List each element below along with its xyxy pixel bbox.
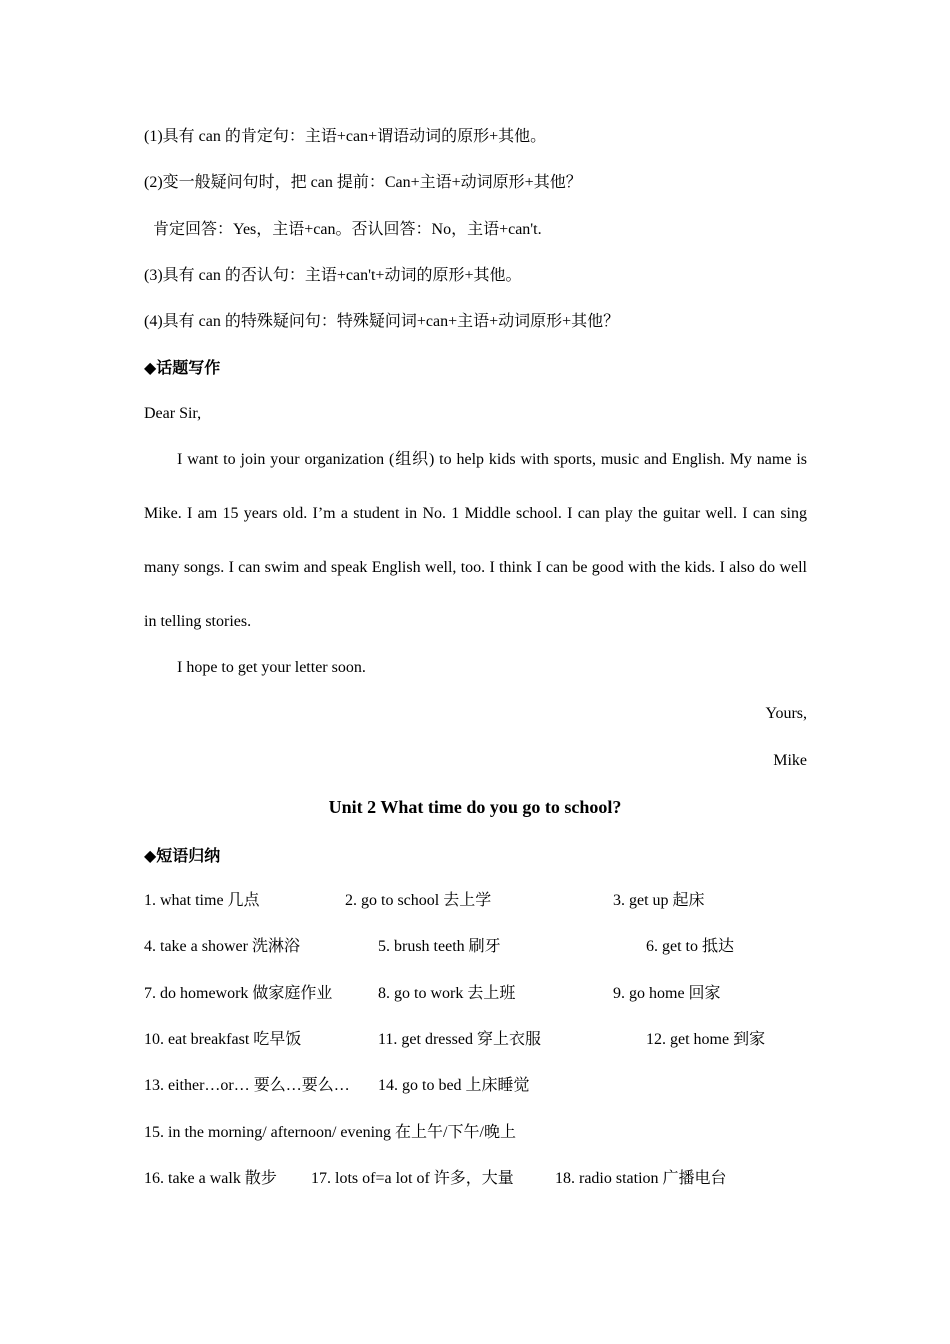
- phrase-item: 11. get dressed 穿上衣服: [378, 1031, 541, 1048]
- letter-sign-off: Yours,: [765, 705, 807, 722]
- phrase-item: 3. get up 起床: [613, 892, 705, 909]
- phrase-item: 7. do homework 做家庭作业: [144, 985, 333, 1002]
- unit-title: Unit 2 What time do you go to school?: [328, 797, 622, 817]
- phrase-item: 1. what time 几点: [144, 892, 260, 909]
- phrase-item: 12. get home 到家: [646, 1031, 766, 1048]
- phrases-heading: ◆短语归纳: [144, 848, 221, 865]
- phrase-item: 8. go to work 去上班: [378, 985, 516, 1002]
- grammar-line-1: (1)具有 can 的肯定句：主语+can+谓语动词的原形+其他。: [144, 128, 547, 145]
- letter-body: I want to join your organization (组织) to help kids with sports, music and English. My name is Mike. I am 15 years old. I’m a student in No. 1 Middle school. I can play the guitar well. I can sing many songs. I can swim and speak English well, too. I think I can be good with the kids. I also do well in telling stories.: [144, 451, 807, 630]
- phrase-item: 16. take a walk 散步: [144, 1170, 277, 1187]
- letter-salutation: Dear Sir,: [144, 405, 202, 422]
- phrase-item: 4. take a shower 洗淋浴: [144, 938, 300, 955]
- phrase-item: 2. go to school 去上学: [345, 892, 492, 909]
- grammar-line-5: (4)具有 can 的特殊疑问句：特殊疑问词+can+主语+动词原形+其他？: [144, 313, 620, 330]
- phrase-item: 13. either…or… 要么…要么…: [144, 1077, 350, 1094]
- phrase-item: 18. radio station 广播电台: [555, 1170, 727, 1187]
- phrase-item: 9. go home 回家: [613, 985, 721, 1002]
- phrase-item: 6. get to 抵达: [646, 938, 734, 955]
- phrase-item: 17. lots of=a lot of 许多，大量: [311, 1170, 514, 1187]
- phrase-item: 5. brush teeth 刷牙: [378, 938, 501, 955]
- letter-closing-line: I hope to get your letter soon.: [177, 659, 366, 676]
- grammar-line-3: 肯定回答：Yes，主语+can。否认回答：No，主语+can't.: [153, 221, 542, 238]
- phrase-item: 14. go to bed 上床睡觉: [378, 1077, 530, 1094]
- phrase-item: 15. in the morning/ afternoon/ evening 在上午/下午/晚上: [144, 1124, 516, 1141]
- grammar-line-2: (2)变一般疑问句时，把 can 提前：Can+主语+动词原形+其他？: [144, 174, 582, 191]
- grammar-line-4: (3)具有 can 的否认句：主语+can't+动词的原形+其他。: [144, 267, 522, 284]
- letter-signature: Mike: [773, 752, 807, 769]
- phrase-item: 10. eat breakfast 吃早饭: [144, 1031, 302, 1048]
- writing-heading: ◆话题写作: [144, 360, 221, 377]
